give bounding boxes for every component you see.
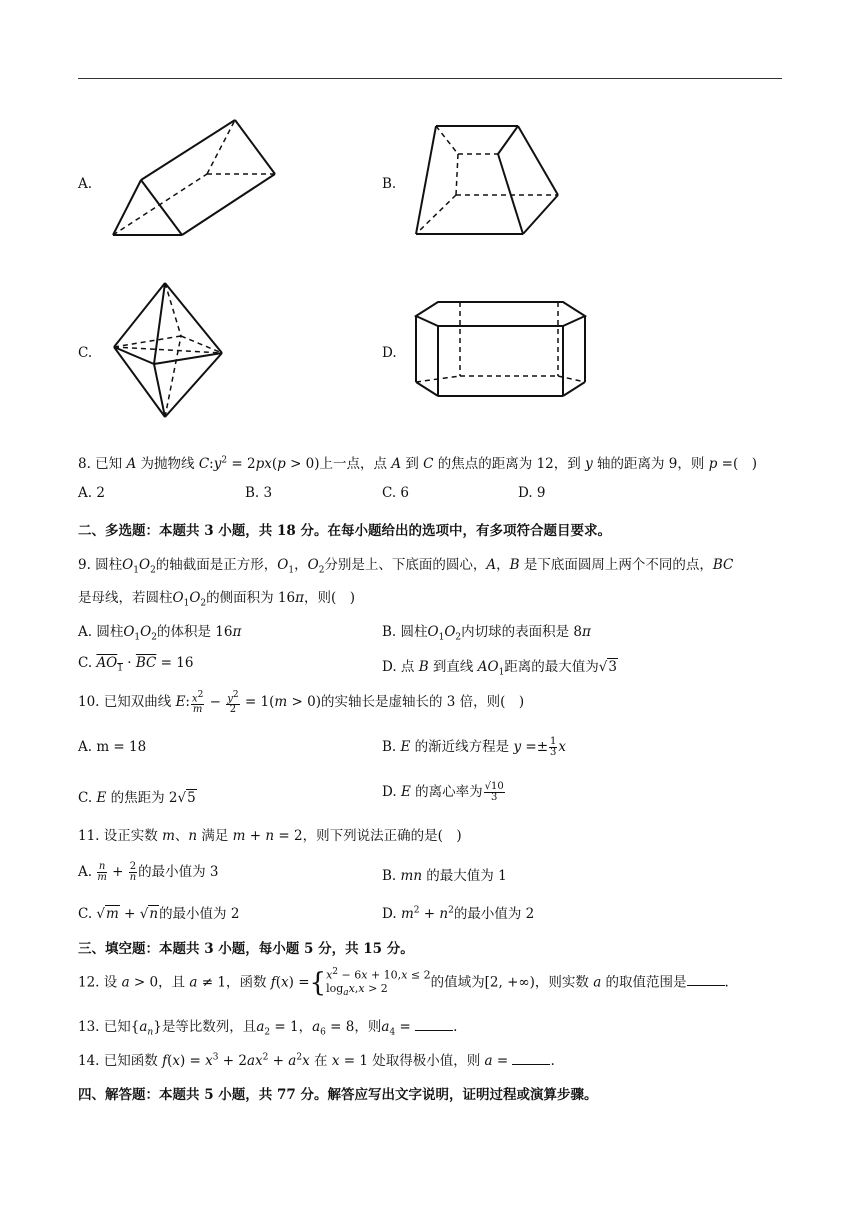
question-11-option-b: B. mn 的最大值为 1 bbox=[382, 868, 507, 884]
figure-a-triangular-prism bbox=[105, 112, 285, 242]
question-9-option-b: B. 圆柱$O_1O_2$内切球的表面积是 8π bbox=[382, 624, 591, 643]
section-2-heading: 二、多选题：本题共 3 小题，共 18 分。在每小题给出的选项中，有多项符合题目要求。 bbox=[78, 523, 611, 539]
question-9-option-a: A. 圆柱$O_1O_2$的体积是 16π bbox=[78, 624, 242, 643]
figure-c-octahedron bbox=[106, 278, 231, 423]
question-8-option-d: D. 9 bbox=[518, 485, 546, 501]
question-11-option-c: C. √m + √n的最小值为 2 bbox=[78, 906, 240, 922]
question-8-option-a: A. 2 bbox=[78, 485, 105, 501]
question-12-stem: 12. 设 a > 0，且 a ≠ 1，函数 $f(x) =\{x^2 - 6x + 10,x \le 2$ $\log_ax,x > 2$ 的值域为[2, +∞)，则实数 a 的取值范围是 . bbox=[78, 967, 729, 998]
figure-option-b-label: B. bbox=[382, 176, 397, 192]
question-8-stem: 8. 已知 A 为抛物线 $C:y^2 = 2px(p > 0)$上一点，点 A 到 C 的焦点的距离为 12，到 y 轴的距离为 9，则 p =( ) bbox=[78, 455, 757, 472]
question-10-option-b: B. E 的渐近线方程是 y =± $\frac{1}{3}$ x bbox=[382, 736, 567, 758]
question-12-answer-blank bbox=[687, 974, 725, 986]
question-9-option-c: C. $AO_1 \cdot \overline{BC} = 16$ bbox=[78, 655, 194, 674]
section-4-heading: 四、解答题：本题共 5 小题，共 77 分。解答应写出文字说明，证明过程或演算步骤。 bbox=[78, 1087, 598, 1103]
question-8-option-c: C. 6 bbox=[382, 485, 410, 501]
question-11-option-d: D. $m^2 + n^2$的最小值为 2 bbox=[382, 905, 535, 922]
question-10-option-c: C. E 的焦距为 2√5 bbox=[78, 790, 196, 806]
question-9-stem-line-1: 9. 圆柱$O_1O_2$的轴截面是正方形，$O_1$，$O_2$分别是上、下底面的圆心，A，B 是下底面圆周上两个不同的点，BC bbox=[78, 557, 734, 576]
question-10-option-d: D. E 的离心率为 $\frac{√10}{3}$ bbox=[382, 781, 504, 803]
question-14-stem: 14. 已知函数 $f(x) = x^3 + 2ax^2 + a^2x$ 在 x = 1 处取得极小值，则 a = . bbox=[78, 1052, 555, 1069]
header-rule bbox=[78, 78, 782, 79]
question-11-stem: 11. 设正实数 m、n 满足 m + n = 2，则下列说法正确的是( ) bbox=[78, 828, 462, 844]
figure-option-a-label: A. bbox=[78, 176, 93, 192]
question-13-answer-blank bbox=[415, 1019, 453, 1031]
question-11-option-a: A. $\frac{n}{m}$ + $\frac{2}{n}$ 的最小值为 3 bbox=[78, 861, 219, 883]
question-9-stem-line-2: 是母线，若圆柱$O_1O_2$的侧面积为 16π，则( ) bbox=[78, 590, 356, 609]
question-13-stem: 13. 已知$\{a_n\}$是等比数列，且$a_2 = 1$，$a_6 = 8$，则$a_4$ = . bbox=[78, 1019, 458, 1038]
question-10-stem: 10. 已知双曲线 E: $\frac{x^2}{m}$ − $\frac{y^2}{2}$ = 1(m > 0)的实轴长是虚轴长的 3 倍，则( ) bbox=[78, 690, 525, 716]
figure-d-hexagonal-prism bbox=[408, 296, 593, 404]
figure-b-frustum bbox=[408, 118, 568, 243]
question-10-option-a: A. m = 18 bbox=[78, 739, 147, 755]
question-8-option-b: B. 3 bbox=[245, 485, 273, 501]
question-9-option-d: D. 点 B 到直线 $AO_1$距离的最大值为√3 bbox=[382, 659, 617, 678]
section-3-heading: 三、填空题：本题共 3 小题，每小题 5 分，共 15 分。 bbox=[78, 941, 414, 957]
figure-option-d-label: D. bbox=[382, 345, 397, 361]
figure-option-c-label: C. bbox=[78, 345, 93, 361]
question-14-answer-blank bbox=[512, 1053, 550, 1065]
